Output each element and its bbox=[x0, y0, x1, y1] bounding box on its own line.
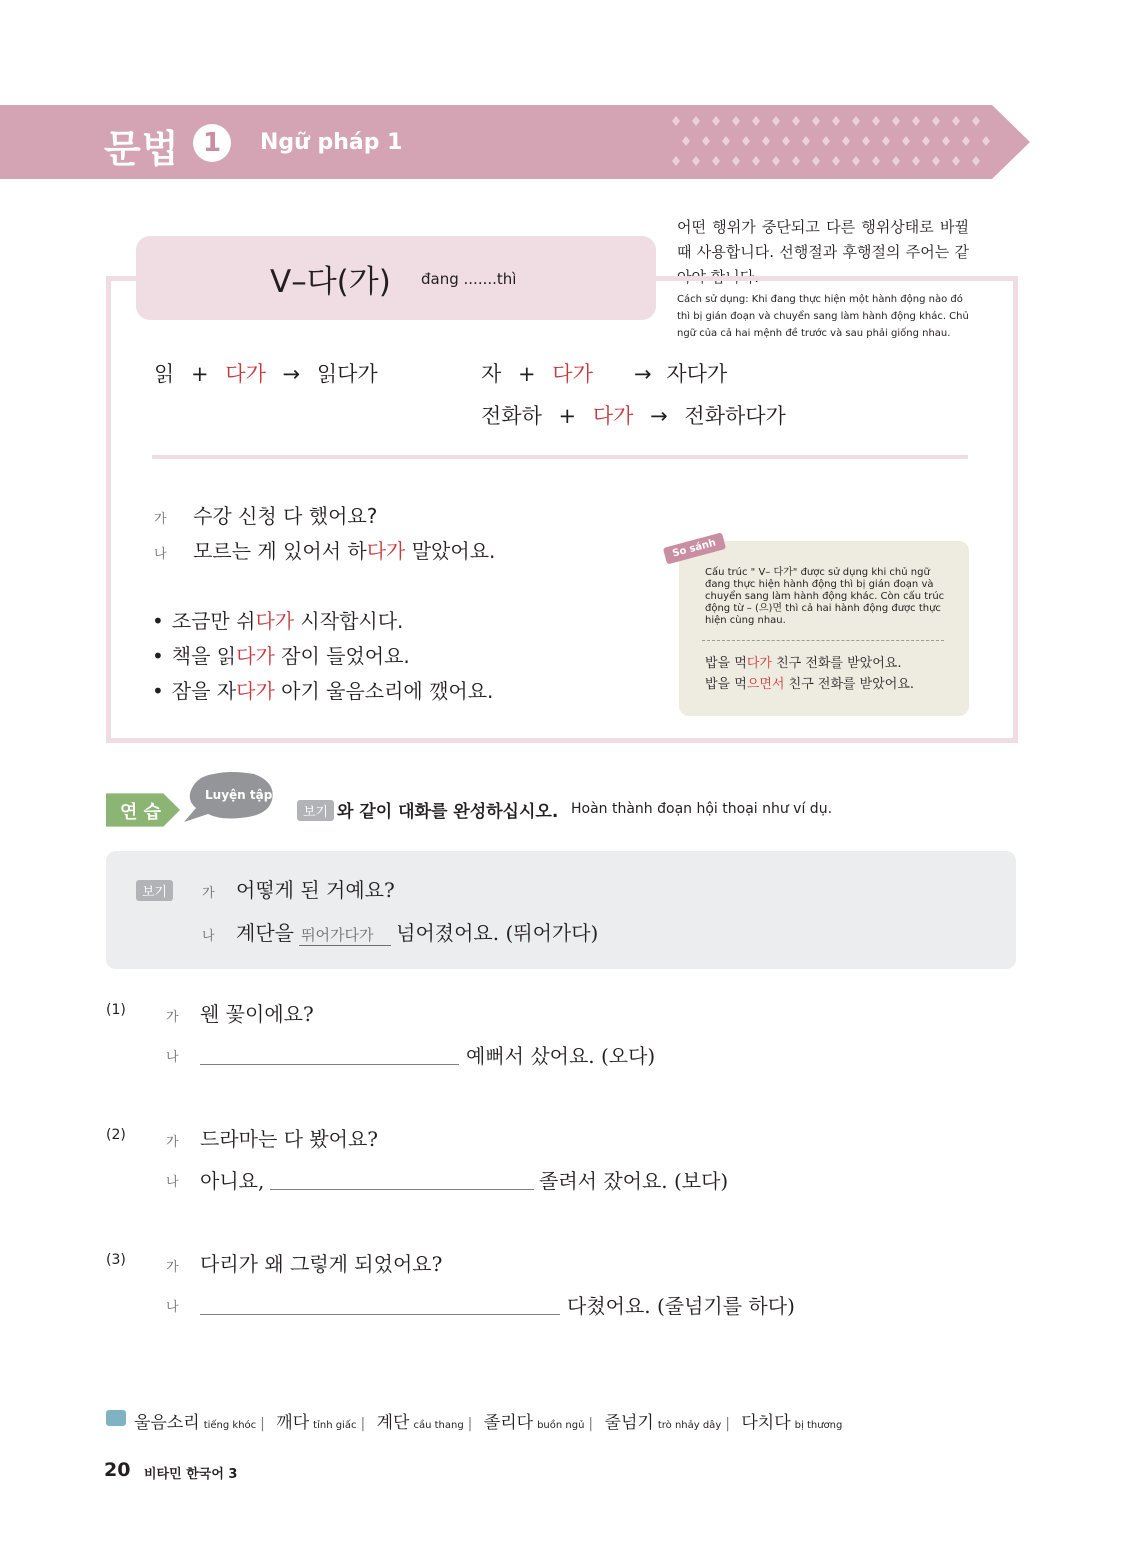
arrow-icon: → bbox=[650, 404, 668, 428]
example-tag: 보기 bbox=[297, 800, 334, 821]
section-title-ko: 문법 bbox=[104, 127, 180, 171]
conj-result: 자다가 bbox=[666, 362, 728, 386]
vocab-word: 계단 bbox=[376, 1413, 410, 1433]
grammar-description-ko: 어떤 행위가 중단되고 다른 행위상태로 바뀔 때 사용합니다. 선행절과 후행절의 주어는 같 bbox=[677, 218, 969, 261]
section-number: 1 bbox=[193, 124, 231, 162]
example-line bbox=[202, 874, 395, 903]
bullet-text: 잠이 들었어요. bbox=[274, 644, 410, 668]
speaker-marker: 나 bbox=[154, 547, 167, 562]
grammar-box-border bbox=[655, 276, 1014, 281]
highlight: 다가 bbox=[366, 539, 406, 563]
practice-instruction-ko: 와 같이 대화를 완성하십시오. bbox=[337, 802, 559, 822]
vocab-word: 깨다 bbox=[276, 1413, 310, 1433]
grammar-pattern: V–다(가) bbox=[270, 264, 391, 300]
answer-suffix: 예뻐서 샀어요. (오다) bbox=[466, 1044, 656, 1068]
speaker-marker: 가 bbox=[202, 886, 215, 901]
speaker-marker: 가 bbox=[166, 1260, 179, 1275]
vocabulary-list: 울음소리 tiếng khóc | 깨다 tỉnh giấc | 계단 cầu thang | 졸리다 buồn ngủ | 줄넘기 trò nhảy dây | 다치다 bị thương bbox=[134, 1413, 843, 1433]
dialogue-text: 말았어요. bbox=[405, 539, 496, 563]
dialogue-line bbox=[154, 535, 495, 564]
practice-tag: 연 습 bbox=[120, 802, 162, 823]
arrow-icon: → bbox=[634, 362, 652, 386]
bullet-text: 책을 읽 bbox=[171, 644, 237, 668]
compare-example bbox=[705, 673, 914, 692]
question-number: (1) bbox=[106, 1002, 126, 1018]
conj-stem: 전화하 bbox=[481, 404, 542, 428]
vocab-word: 졸리다 bbox=[483, 1413, 534, 1433]
bullet-text: 잠을 자 bbox=[171, 679, 237, 703]
conj-stem: 읽 bbox=[154, 362, 175, 386]
example-text: 계단을 bbox=[236, 921, 294, 945]
divider bbox=[152, 455, 968, 459]
conjugation-result bbox=[634, 358, 727, 388]
question-line bbox=[166, 1248, 442, 1277]
highlight: 다가 bbox=[255, 609, 295, 633]
compare-tag: So sánh bbox=[663, 532, 726, 564]
arrow-icon: → bbox=[282, 362, 301, 386]
plus-sign: + bbox=[558, 404, 577, 428]
dialogue-text: 모르는 게 있어서 하 bbox=[193, 539, 367, 563]
speaker-marker: 나 bbox=[166, 1050, 179, 1065]
speaker-marker: 가 bbox=[166, 1010, 179, 1025]
book-title: 비타민 한국어 3 bbox=[144, 1467, 238, 1482]
answer-prefix: 아니요, bbox=[200, 1169, 265, 1193]
grammar-description-vi: Cách sử dụng: Khi đang thực hiện một hành động nào đó thì bị gián đoạn và chuyển sang làm hành động khác. Chủ ngữ của cả hai mệnh đề trước và sau phải giống nhau. bbox=[677, 294, 969, 339]
question-number: (3) bbox=[106, 1252, 126, 1268]
compare-text: 친구 전화를 받았어요. bbox=[771, 656, 902, 671]
speaker-marker: 가 bbox=[166, 1135, 179, 1150]
compare-example bbox=[705, 652, 902, 671]
dialogue-text: 수강 신청 다 했어요? bbox=[193, 504, 378, 528]
question-text: 웬 꽃이에요? bbox=[200, 1002, 314, 1026]
compare-text: 친구 전화를 받았어요. bbox=[784, 677, 915, 692]
conj-ending: 다가 bbox=[225, 362, 266, 386]
vocab-word: 울음소리 bbox=[134, 1413, 200, 1433]
answer-blank[interactable] bbox=[200, 1314, 560, 1315]
vocab-meaning: tiếng khóc bbox=[203, 1420, 257, 1431]
highlight: 다가 bbox=[236, 679, 275, 703]
conj-ending: 다가 bbox=[552, 362, 593, 386]
vocab-word: 다치다 bbox=[741, 1413, 791, 1433]
speaker-marker: 가 bbox=[154, 512, 167, 527]
compare-description: Cấu trúc " V– 다가" được sử dụng khi chủ ngữ đang thực hiện hành động thì bị gián đoạn và chuyển sang làm hành động khác. Còn cấu trúc động từ – (으)면 thì cả hai hành động được thực hiện cùng nhau. bbox=[705, 567, 945, 626]
conj-result: 전화하다가 bbox=[684, 404, 786, 428]
section-title-vi: Ngữ pháp 1 bbox=[260, 130, 403, 155]
conjugation-row bbox=[154, 358, 378, 388]
conj-ending: 다가 bbox=[592, 404, 634, 428]
vocab-meaning: tỉnh giấc bbox=[313, 1420, 357, 1431]
question-text: 드라마는 다 봤어요? bbox=[200, 1127, 378, 1151]
highlight: 으면서 bbox=[746, 677, 785, 692]
compare-text: 밥을 먹 bbox=[705, 656, 747, 671]
plus-sign: + bbox=[517, 362, 536, 386]
example-box-tag: 보기 bbox=[136, 880, 173, 901]
answer-suffix: 다쳤어요. (줄넘기를 하다) bbox=[567, 1294, 795, 1318]
conj-result: 읽다가 bbox=[316, 362, 378, 386]
highlight: 다가 bbox=[236, 644, 275, 668]
answer-blank[interactable] bbox=[200, 1064, 459, 1065]
example-bullet: • 조금만 쉬다가 시작합시다. bbox=[152, 609, 404, 633]
page-number: 20 bbox=[104, 1459, 131, 1481]
question-number: (2) bbox=[106, 1127, 126, 1143]
bullet-text: 아기 울음소리에 깼어요. bbox=[274, 679, 494, 703]
dialogue-line bbox=[154, 500, 377, 529]
bullet-text: 조금만 쉬 bbox=[171, 609, 256, 633]
compare-text: 밥을 먹 bbox=[705, 677, 747, 692]
example-line bbox=[202, 917, 598, 946]
grammar-pattern-vi: đang .......thì bbox=[421, 270, 517, 288]
vocab-meaning: buồn ngủ bbox=[537, 1420, 585, 1431]
speaker-marker: 나 bbox=[202, 929, 215, 944]
example-answer: 뛰어가다가 bbox=[299, 924, 391, 946]
compare-divider bbox=[702, 640, 944, 641]
vocab-word: 줄넘기 bbox=[604, 1413, 654, 1433]
practice-instruction-vi: Hoàn thành đoạn hội thoại như ví dụ. bbox=[571, 801, 833, 817]
example-bullet: • 책을 읽다가 잠이 들었어요. bbox=[152, 644, 410, 668]
vocab-meaning: bị thương bbox=[794, 1420, 843, 1431]
question-line bbox=[166, 1123, 378, 1152]
speaker-marker: 나 bbox=[166, 1175, 179, 1190]
plus-sign: + bbox=[190, 362, 209, 386]
example-bullet: • 잠을 자다가 아기 울음소리에 깼어요. bbox=[152, 679, 494, 703]
conjugation-row bbox=[481, 358, 593, 388]
bullet-text: 시작합시다. bbox=[294, 609, 404, 633]
vocab-meaning: trò nhảy dây bbox=[657, 1420, 722, 1431]
answer-suffix: 졸려서 잤어요. (보다) bbox=[539, 1169, 729, 1193]
vocabulary-icon bbox=[106, 1410, 126, 1426]
example-text: 어떻게 된 거예요? bbox=[236, 878, 395, 902]
speaker-marker: 나 bbox=[166, 1300, 179, 1315]
question-line bbox=[166, 998, 314, 1027]
highlight: 다가 bbox=[746, 656, 772, 671]
question-text: 다리가 왜 그렇게 되었어요? bbox=[200, 1252, 443, 1276]
example-box bbox=[106, 851, 1016, 969]
practice-cloud-label: Luyện tập bbox=[205, 788, 273, 802]
answer-blank[interactable] bbox=[270, 1189, 534, 1190]
conj-stem: 자 bbox=[481, 362, 502, 386]
vocab-meaning: cầu thang bbox=[413, 1420, 464, 1431]
example-text: 넘어졌어요. (뛰어가다) bbox=[396, 921, 599, 945]
conjugation-row bbox=[481, 400, 786, 430]
grammar-pattern-pill bbox=[136, 236, 656, 320]
